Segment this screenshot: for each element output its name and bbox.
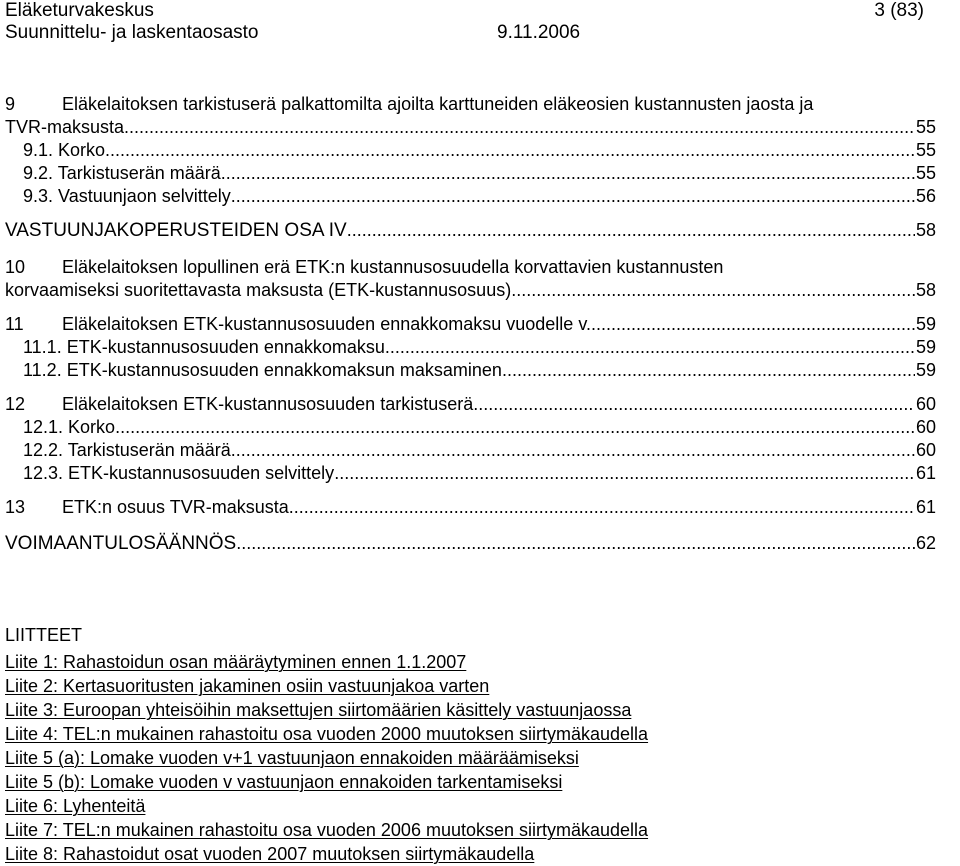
toc-page: 60 <box>915 440 936 460</box>
toc-leader <box>347 218 915 243</box>
toc-page: 59 <box>915 337 936 357</box>
toc-leader <box>221 162 915 185</box>
appendix-item[interactable] <box>5 842 936 866</box>
toc-entry-13[interactable] <box>5 496 936 519</box>
toc-leader <box>115 416 915 439</box>
toc-title: Eläkelaitoksen tarkistuserä palkattomilta ajoilta karttuneiden eläkeosien kustannusten jaosta ja <box>62 94 814 114</box>
appendix-item[interactable] <box>5 722 936 746</box>
toc-page: 61 <box>915 497 936 517</box>
toc-entry-12-2[interactable] <box>5 439 936 462</box>
toc-page: 60 <box>915 417 936 437</box>
toc-number: 13 <box>5 497 26 517</box>
toc-title: 9.3. Vastuunjaon selvittely <box>23 186 231 206</box>
toc-leader <box>385 336 915 359</box>
toc-entry-11-2[interactable] <box>5 359 936 382</box>
appendix-item[interactable] <box>5 818 936 842</box>
toc-entry-9-1[interactable] <box>5 139 936 162</box>
toc-title: VOIMAANTULOSÄÄNNÖS <box>5 533 237 554</box>
toc-page: 56 <box>915 186 936 206</box>
toc-leader <box>511 279 915 302</box>
toc-entry-9-3[interactable] <box>5 185 936 208</box>
appendix-link[interactable]: Liite 2: Kertasuoritusten jakaminen osiin vastuunjakoa varten <box>5 676 490 696</box>
toc-entry-9-line1[interactable] <box>5 92 936 116</box>
toc-title-text: Eläkelaitoksen ETK-kustannusosuuden ennakkomaksu vuodelle v. <box>62 314 591 334</box>
appendix-link[interactable]: Liite 4: TEL:n mukainen rahastoitu osa vuoden 2000 muutoksen siirtymäkaudella <box>5 724 649 744</box>
appendix-item[interactable] <box>5 746 936 770</box>
toc-number: 11 <box>5 314 24 334</box>
toc-leader <box>231 439 915 462</box>
toc-leader <box>231 185 915 208</box>
appendix-item[interactable] <box>5 650 936 674</box>
toc-leader <box>502 359 915 382</box>
toc-page: 55 <box>915 140 936 160</box>
toc-entry-10-line1[interactable] <box>5 255 936 279</box>
appendices-section <box>5 622 936 866</box>
toc-page: 60 <box>915 394 936 414</box>
toc-title: VASTUUNJAKOPERUSTEIDEN OSA IV <box>5 220 347 241</box>
appendix-item[interactable] <box>5 674 936 698</box>
toc-title: 11.1. ETK-kustannusosuuden ennakkomaksu <box>23 337 385 357</box>
appendix-item[interactable] <box>5 770 936 794</box>
toc-leader <box>105 139 915 162</box>
toc-title: 12.2. Tarkistuserän määrä <box>23 440 231 460</box>
appendix-link[interactable]: Liite 7: TEL:n mukainen rahastoitu osa vuoden 2006 muutoksen siirtymäkaudella <box>5 820 649 840</box>
toc-title <box>5 496 289 519</box>
organization-name: Eläketurvakeskus <box>5 0 154 21</box>
toc-leader <box>334 462 915 485</box>
toc-page: 58 <box>915 220 936 240</box>
toc-leader <box>236 531 915 556</box>
toc-page: 61 <box>915 463 936 483</box>
appendix-link[interactable]: Liite 5 (a): Lomake vuoden v+1 vastuunjaon ennakoiden määräämiseksi <box>5 748 579 768</box>
toc-title: TVR-maksusta <box>5 117 125 137</box>
appendix-link[interactable]: Liite 8: Rahastoidut osat vuoden 2007 muutoksen siirtymäkaudella <box>5 844 535 864</box>
table-of-contents <box>5 92 936 556</box>
toc-title: 11.2. ETK-kustannusosuuden ennakkomaksun maksaminen <box>23 360 502 380</box>
appendix-link[interactable]: Liite 3: Euroopan yhteisöihin maksettujen siirtomäärien käsittely vastuunjaossa <box>5 700 632 720</box>
appendix-link[interactable]: Liite 1: Rahastoidun osan määräytyminen ennen 1.1.2007 <box>5 652 467 672</box>
toc-title: 9.2. Tarkistuserän määrä <box>23 163 221 183</box>
appendix-link[interactable]: Liite 6: Lyhenteitä <box>5 796 146 816</box>
toc-entry-voimaantulo[interactable] <box>5 531 936 556</box>
toc-entry-11[interactable] <box>5 313 936 336</box>
toc-page: 55 <box>915 117 936 137</box>
document-date: 9.11.2006 <box>497 22 581 43</box>
toc-page: 59 <box>915 314 936 334</box>
toc-title <box>5 313 591 336</box>
toc-page: 62 <box>915 533 936 553</box>
toc-title: 12.3. ETK-kustannusosuuden selvittely <box>23 463 335 483</box>
toc-page: 58 <box>915 280 936 300</box>
toc-number: 9 <box>5 94 16 114</box>
toc-title: korvaamiseksi suoritettavasta maksusta (ETK-kustannusosuus) <box>5 280 512 300</box>
toc-title-text: ETK:n osuus TVR-maksusta <box>62 497 289 517</box>
toc-leader <box>289 496 915 519</box>
appendix-item[interactable] <box>5 794 936 818</box>
toc-title: Eläkelaitoksen lopullinen erä ETK:n kustannusosuudella korvattavien kustannusten <box>62 257 724 277</box>
page-number: 3 (83) <box>874 0 924 21</box>
toc-leader <box>591 313 915 336</box>
toc-entry-12[interactable] <box>5 393 936 416</box>
department-name: Suunnittelu- ja laskentaosasto <box>5 22 259 43</box>
toc-title: 9.1. Korko <box>23 140 106 160</box>
toc-entry-12-1[interactable] <box>5 416 936 439</box>
toc-title-text: Eläkelaitoksen ETK-kustannusosuuden tarkistuserä <box>62 394 474 414</box>
toc-entry-vastuunjako[interactable] <box>5 218 936 243</box>
toc-leader <box>473 393 915 416</box>
toc-title: 12.1. Korko <box>23 417 116 437</box>
toc-entry-10-line2[interactable] <box>5 279 936 302</box>
appendix-item[interactable] <box>5 698 936 722</box>
toc-number: 10 <box>5 257 26 277</box>
toc-title <box>5 393 473 416</box>
toc-number: 12 <box>5 394 26 414</box>
toc-entry-9-2[interactable] <box>5 162 936 185</box>
toc-entry-12-3[interactable] <box>5 462 936 485</box>
toc-leader <box>124 116 915 139</box>
toc-page: 59 <box>915 360 936 380</box>
appendices-title: LIITTEET <box>5 625 83 645</box>
toc-entry-11-1[interactable] <box>5 336 936 359</box>
toc-page: 55 <box>915 163 936 183</box>
toc-entry-9-line2[interactable] <box>5 116 936 139</box>
appendix-link[interactable]: Liite 5 (b): Lomake vuoden v vastuunjaon ennakoiden tarkentamiseksi <box>5 772 563 792</box>
